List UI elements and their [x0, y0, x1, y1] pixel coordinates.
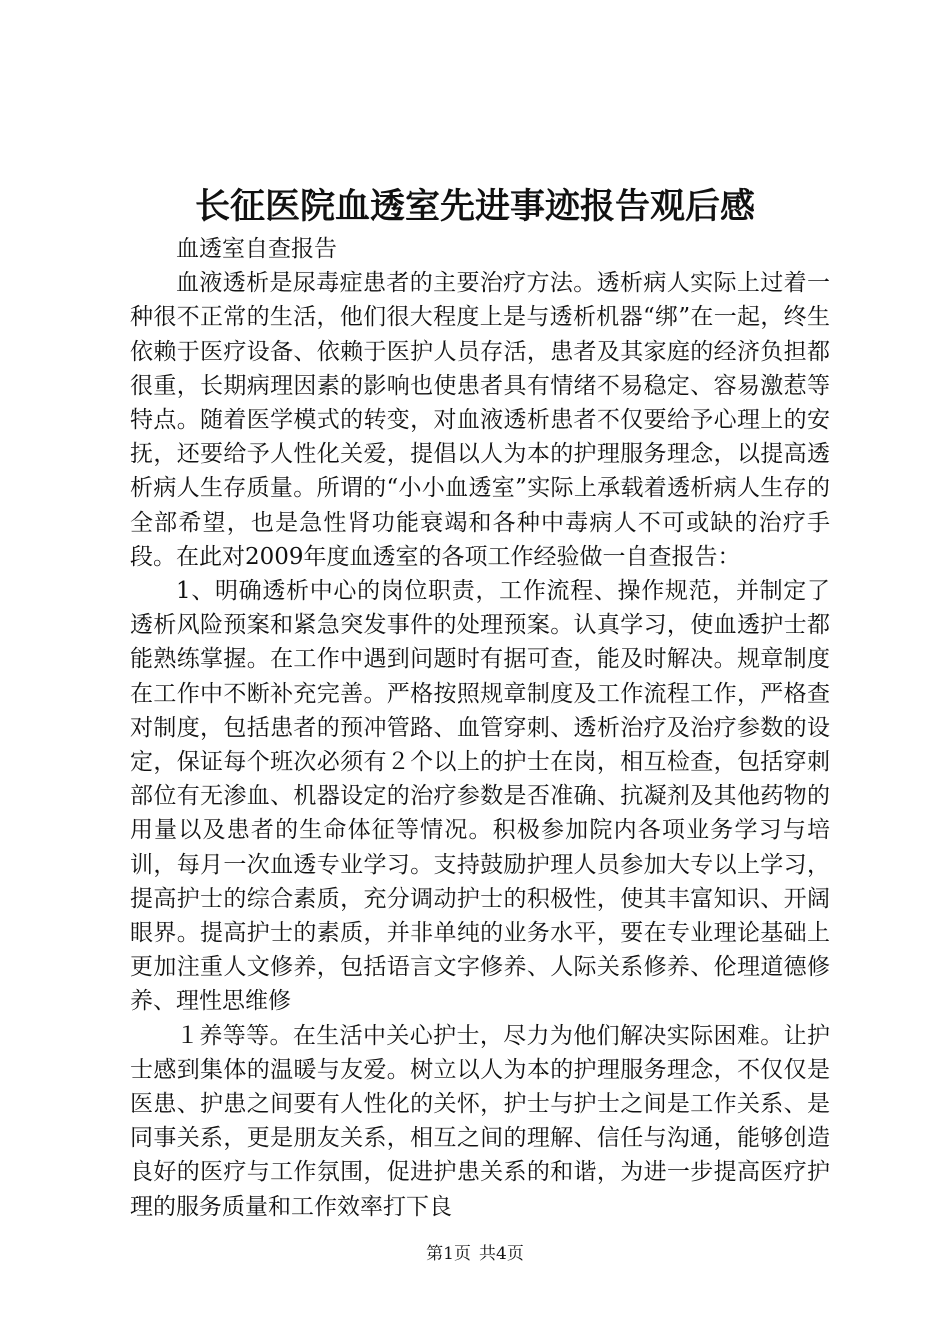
paragraph-intro: 血液透析是尿毒症患者的主要治疗方法。透析病人实际上过着一种很不正常的生活，他们很大程度上是与透析机器“绑”在一起，终生依赖于医疗设备、依赖于医护人员存活，患者及其家庭的经济负担都很重，长期病理因素的影响也使患者具有情绪不易稳定、容易激惹等特点。随着医学模式的转变，对血液透析患者不仅要给予心理上的安抚，还要给予人性化关爱，提倡以人为本的护理服务理念，以提高透析病人生存质量。所谓的“小小血透室”实际上承载着透析病人生存的全部希望，也是急性肾功能衰竭和各种中毒病人不可或缺的治疗手段。在此对2009年度血透室的各项工作经验做一自查报告： — [130, 270, 830, 570]
section-heading: 血透室自查报告 — [176, 236, 337, 262]
paragraph-point-1: 1、明确透析中心的岗位职责，工作流程、操作规范，并制定了透析风险预案和紧急突发事件的处理预案。认真学习，使血透护士都能熟练掌握。在工作中遇到问题时有据可查，能及时解决。规章制度在工作中不断补充完善。严格按照规章制度及工作流程工作，严格查对制度，包括患者的预冲管路、血管穿刺、透析治疗及治疗参数的设定，保证每个班次必须有２个以上的护士在岗，相互检查，包括穿刺部位有无渗血、机器设定的治疗参数是否准确、抗凝剂及其他药物的用量以及患者的生命体征等情况。积极参加院内各项业务学习与培训，每月一次血透专业学习。支持鼓励护理人员参加大专以上学习，提高护士的综合素质，充分调动护士的积极性，使其丰富知识、开阔眼界。提高护士的素质，并非单纯的业务水平，要在专业理论基础上更加注重人文修养，包括语言文字修养、人际关系修养、伦理道德修养、理性思维修 — [130, 578, 830, 1015]
page-number: 第1页 — [426, 1244, 471, 1264]
page-footer — [0, 1242, 950, 1266]
page-total: 共4页 — [479, 1244, 524, 1264]
document-title: 长征医院血透室先进事迹报告观后感 — [194, 186, 755, 227]
document-body — [130, 232, 830, 1224]
paragraph-continued: １养等等。在生活中关心护士，尽力为他们解决实际困难。让护士感到集体的温暖与友爱。树立以人为本的护理服务理念，不仅仅是医患、护患之间要有人性化的关怀，护士与护士之间是工作关系、是同事关系，更是朋友关系，相互之间的理解、信任与沟通，能够创造良好的医疗与工作氛围，促进护患关系的和谐，为进一步提高医疗护理的服务质量和工作效率打下良 — [130, 1022, 830, 1220]
